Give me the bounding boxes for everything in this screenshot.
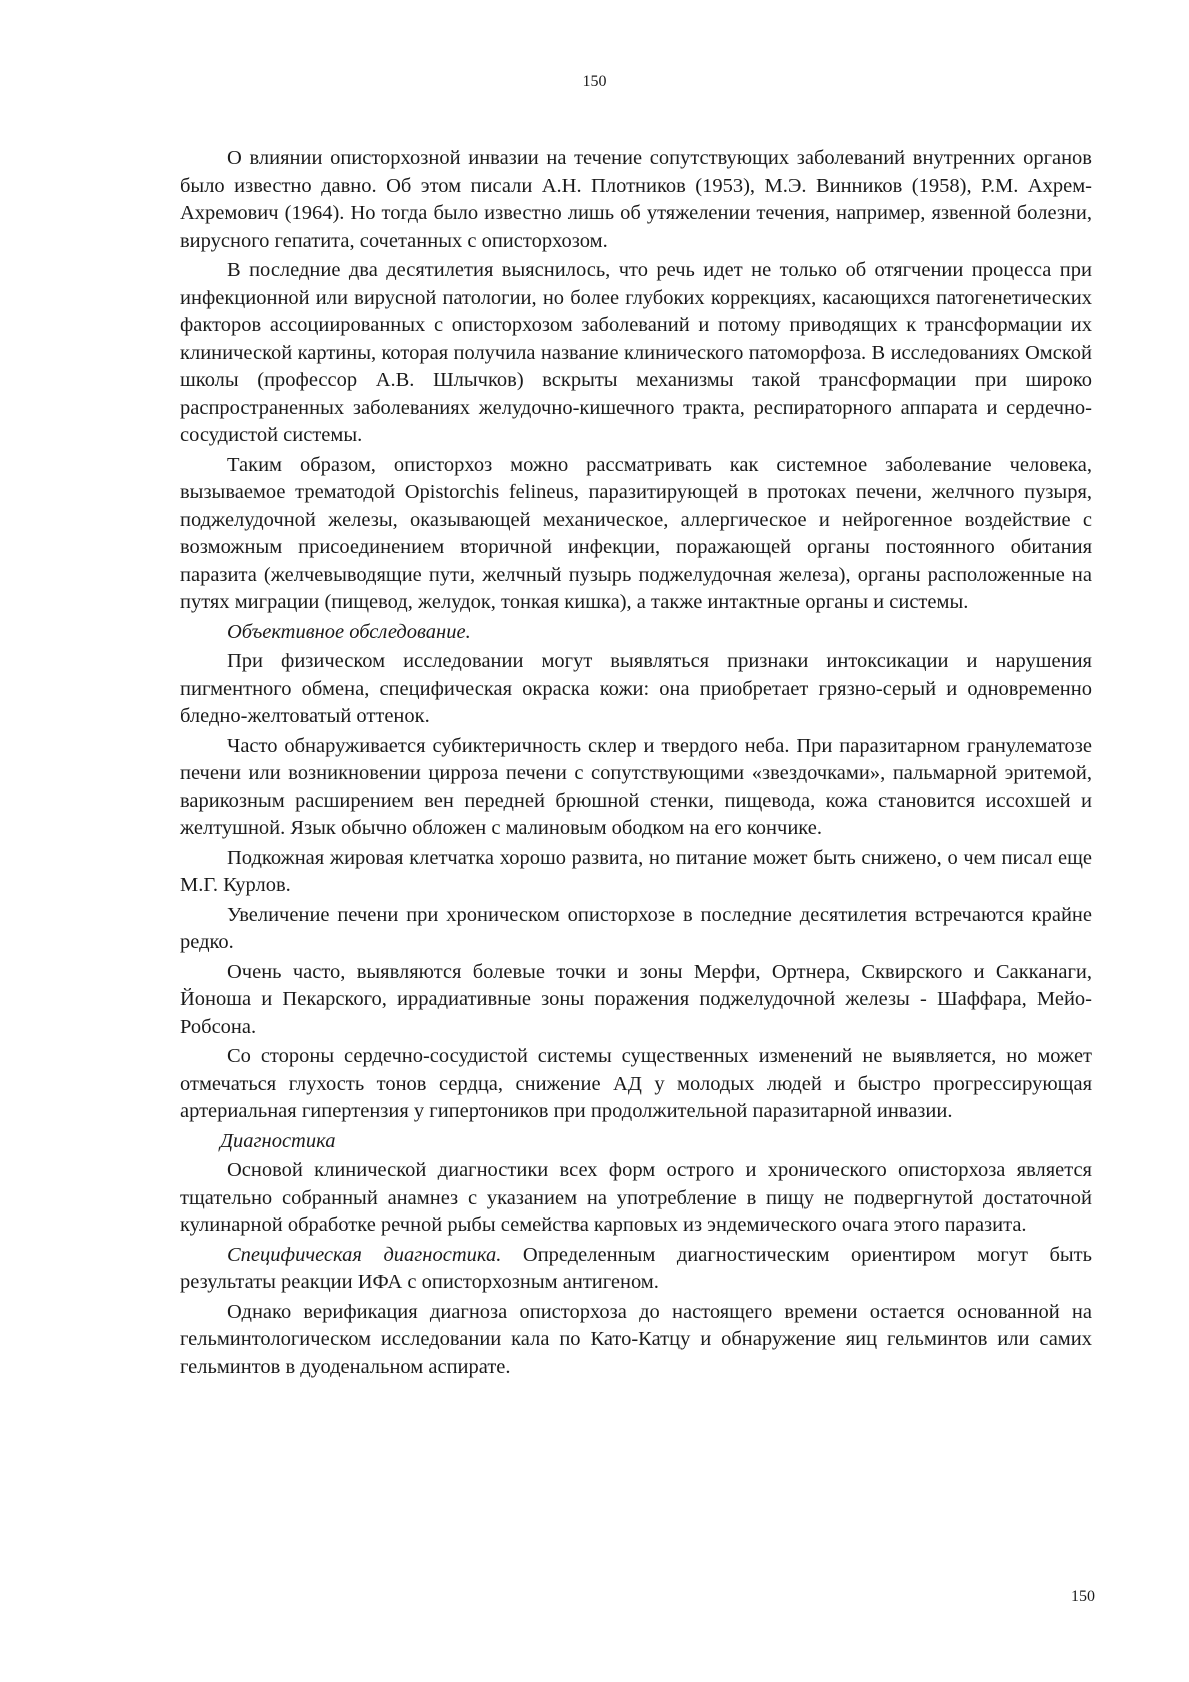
page-number-bottom: 150 [1071, 1588, 1095, 1605]
inline-heading-specific-diagnostics: Специфическая диагностика. [227, 1243, 502, 1266]
paragraph: При физическом исследовании могут выявляться признаки интоксикации и нарушения пигментного обмена, специфическая окраска кожи: она приобретает грязно-серый и одновременно бледно-желтоватый оттенок. [180, 650, 1092, 727]
paragraph: Часто обнаруживается субиктеричность склер и твердого неба. При паразитарном гранулематозе печени или возникновении цирроза печени с сопутствующими «звездочками», пальмарной эритемой, варикозным расширением вен передней брюшной стенки, пищевода, кожа становится иссохшей и желтушной. Язык обычно обложен с малиновым ободком на его кончике. [180, 734, 1092, 839]
page-number-top: 150 [582, 73, 607, 90]
paragraph: О влиянии описторхозной инвазии на течение сопутствующих заболеваний внутренних органов было известно давно. Об этом писали А.Н. Плотников (1953), М.Э. Винников (1958), Р.М. Ахрем-Ахремович (1964). Но тогда было известно лишь об утяжелении течения, например, язвенной болезни, вирусного гепатита, сочетанных с описторхозом. [180, 147, 1092, 252]
paragraph: Увеличение печени при хроническом описторхозе в последние десятилетия встречаются крайне редко. [180, 903, 1092, 953]
paragraph: Основой клинической диагностики всех форм острого и хронического описторхоза является тщательно собранный анамнез с указанием на употребление в пищу не подвергнутой достаточной кулинарной обработке речной рыбы семейства карповых из эндемического очага этого паразита. [180, 1159, 1092, 1236]
paragraph: В последние два десятилетия выяснилось, что речь идет не только об отягчении процесса при инфекционной или вирусной патологии, но более глубоких коррекциях, касающихся патогенетических факторов ассоциированных с описторхозом заболеваний и потому приводящих к трансформации их клинической картины, которая получила название клинического патоморфоза. В исследованиях Омской школы (профессор А.В. Шлычков) вскрыты механизмы такой трансформации при широко распространенных заболеваниях желудочно-кишечного тракта, респираторного аппарата и сердечно-сосудистой системы. [180, 259, 1092, 446]
paragraph-text: Определенным диагностическим ориентиром могут быть результаты реакции ИФА с описторхозным антигеном. [180, 1243, 1092, 1293]
section-heading-diagnostics: Диагностика [220, 1129, 336, 1152]
paragraph: Очень часто, выявляются болевые точки и зоны Мерфи, Ортнера, Сквирского и Сакканаги, Йоноша и Пекарского, иррадиативные зоны поражения поджелудочной железы - Шаффара, Мейо-Робсона. [180, 960, 1092, 1038]
paragraph-specific-diagnostics [180, 1242, 1092, 1297]
paragraph: Однако верификация диагноза описторхоза до настоящего времени остается основанной на гельминтологическом исследовании кала по Като-Катцу и обнаружение яиц гельминтов или самих гельминтов в дуоденальном аспирате. [180, 1300, 1092, 1378]
section-heading-objective: Объективное обследование. [227, 620, 471, 643]
paragraph: Со стороны сердечно-сосудистой системы существенных изменений не выявляется, но может отмечаться глухость тонов сердца, снижение АД у молодых людей и быстро прогрессирующая артериальная гипертензия у гипертоников при продолжительной паразитарной инвазии. [180, 1045, 1092, 1122]
paragraph: Таким образом, описторхоз можно рассматривать как системное заболевание человека, вызываемое трематодой Opistorchis felineus, паразитирующей в протоках печени, желчного пузыря, поджелудочной железы, оказывающей механическое, аллергическое и нейрогенное воздействие с возможным присоединением вторичной инфекции, поражающей органы постоянного обитания паразита (желчевыводящие пути, желчный пузырь поджелудочная железа), органы расположенные на путях миграции (пищевод, желудок, тонкая кишка), а также интактные органы и системы. [180, 453, 1092, 613]
document-body [180, 145, 1092, 1383]
paragraph: Подкожная жировая клетчатка хорошо развита, но питание может быть снижено, о чем писал еще М.Г. Курлов. [180, 846, 1092, 896]
